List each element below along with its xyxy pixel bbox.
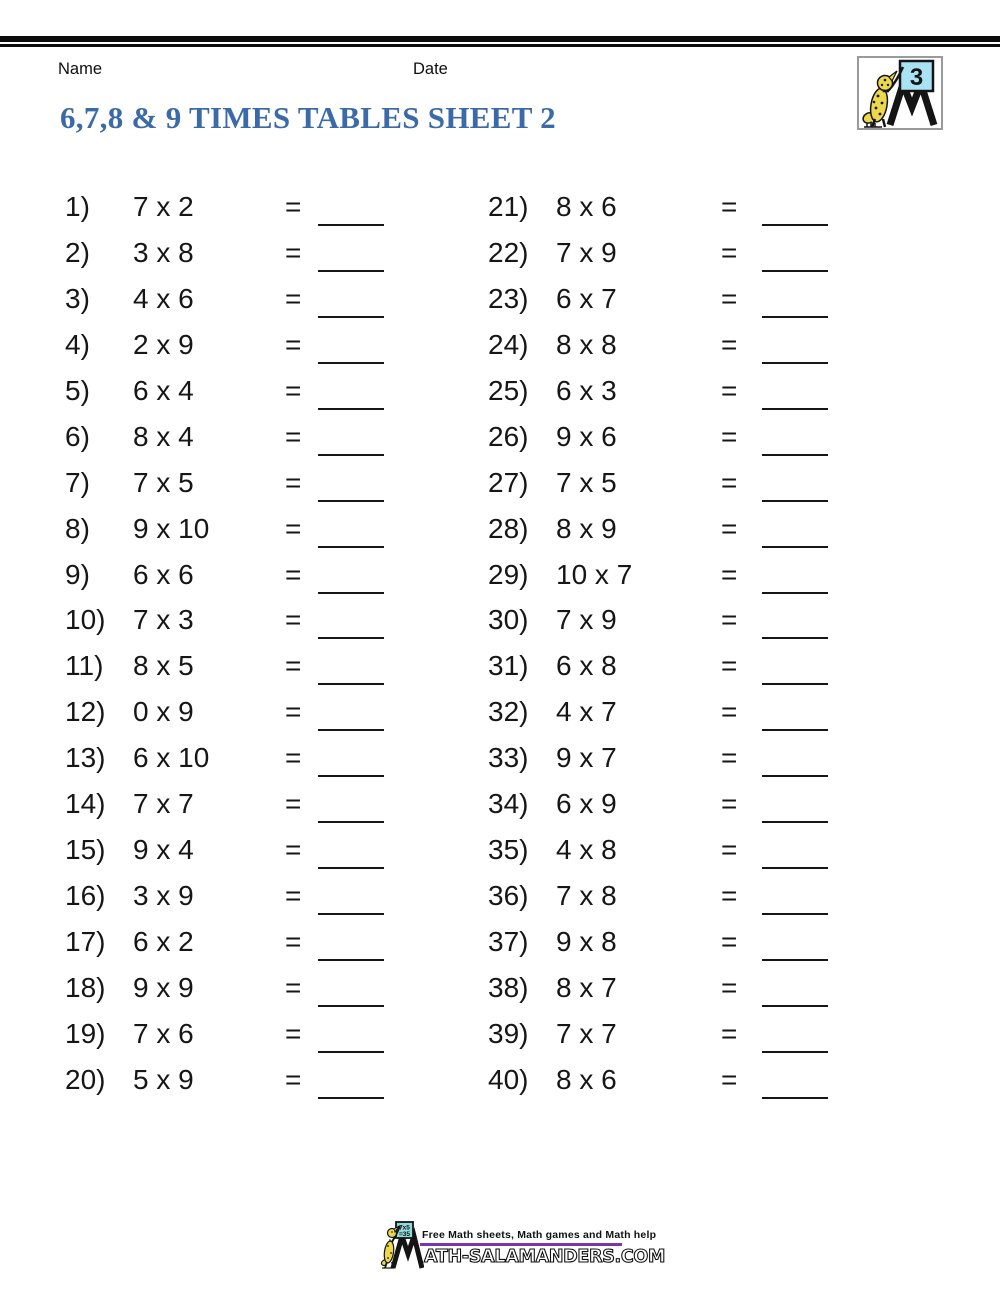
equals-sign: =: [721, 880, 738, 912]
equals-sign: =: [721, 604, 738, 636]
answer-blank: [762, 1011, 828, 1053]
problem-expression: 8 x 5: [133, 650, 194, 682]
problem-number: 7): [65, 466, 90, 498]
problem-number: 11): [65, 650, 104, 682]
problem-expression: 9 x 6: [556, 420, 617, 452]
equals-sign: =: [285, 236, 302, 268]
equals-sign: =: [285, 1063, 302, 1095]
answer-blank: [318, 552, 384, 594]
problem-expression: 7 x 5: [556, 466, 617, 498]
problem-expression: 7 x 9: [556, 604, 617, 636]
problem-row: [65, 276, 460, 322]
answer-blank: [762, 506, 828, 548]
problem-row: [65, 689, 460, 735]
problem-number: 27): [488, 466, 529, 498]
problem-number: 10): [65, 604, 106, 636]
problem-number: 37): [488, 926, 529, 957]
problems-column-right: [488, 184, 908, 1103]
equals-sign: =: [285, 650, 302, 682]
problem-row: [65, 506, 460, 552]
problem-expression: 6 x 10: [133, 742, 210, 774]
answer-blank: [318, 781, 384, 823]
problem-number: 25): [488, 374, 529, 406]
problem-row: [488, 827, 908, 873]
problem-number: 17): [65, 926, 106, 957]
answer-blank: [762, 322, 828, 364]
problem-expression: 7 x 2: [133, 191, 194, 222]
answer-blank: [762, 460, 828, 502]
problem-expression: 6 x 7: [556, 282, 617, 314]
equals-sign: =: [285, 466, 302, 498]
equals-sign: =: [721, 742, 738, 774]
problem-number: 19): [65, 1017, 106, 1049]
problems-column-left: [65, 184, 460, 1103]
problem-number: 4): [65, 328, 90, 360]
problem-number: 5): [65, 374, 90, 406]
equals-sign: =: [285, 696, 302, 728]
equals-sign: =: [721, 1063, 738, 1095]
problem-number: 3): [65, 282, 90, 314]
problem-row: [65, 368, 460, 414]
equals-sign: =: [721, 696, 738, 728]
answer-blank: [762, 597, 828, 639]
problem-expression: 7 x 5: [133, 466, 194, 498]
problem-expression: 0 x 9: [133, 696, 194, 728]
problem-row: [65, 597, 460, 643]
equals-sign: =: [721, 236, 738, 268]
problems-area: [65, 184, 935, 1104]
problem-row: [65, 1011, 460, 1057]
problem-row: [65, 230, 460, 276]
equals-sign: =: [721, 788, 738, 820]
salamander-easel-icon: [859, 58, 941, 128]
problem-row: [488, 414, 908, 460]
top-divider-rule: [0, 36, 1000, 47]
equals-sign: =: [721, 374, 738, 406]
answer-blank: [762, 552, 828, 594]
equals-sign: =: [285, 191, 302, 222]
answer-blank: [318, 230, 384, 272]
equals-sign: =: [285, 926, 302, 957]
problem-number: 35): [488, 834, 529, 866]
answer-blank: [762, 368, 828, 410]
equals-sign: =: [285, 512, 302, 544]
problem-row: [65, 965, 460, 1011]
equals-sign: =: [285, 742, 302, 774]
problem-expression: 6 x 2: [133, 926, 194, 957]
equals-sign: =: [285, 374, 302, 406]
problem-expression: 4 x 8: [556, 834, 617, 866]
problem-number: 15): [65, 834, 106, 866]
answer-blank: [318, 597, 384, 639]
problem-expression: 4 x 6: [133, 282, 194, 314]
problem-row: [488, 597, 908, 643]
problem-row: [488, 460, 908, 506]
problem-row: [65, 460, 460, 506]
footer-board-line2: =35: [398, 1231, 411, 1238]
problem-row: [488, 276, 908, 322]
answer-blank: [762, 965, 828, 1007]
answer-blank: [762, 689, 828, 731]
equals-sign: =: [285, 282, 302, 314]
problem-expression: 6 x 3: [556, 374, 617, 406]
answer-blank: [318, 184, 384, 226]
answer-blank: [318, 368, 384, 410]
problem-expression: 7 x 9: [556, 236, 617, 268]
problem-expression: 6 x 8: [556, 650, 617, 682]
problem-expression: 3 x 8: [133, 236, 194, 268]
problem-row: [488, 552, 908, 598]
problem-row: [488, 643, 908, 689]
problem-expression: 3 x 9: [133, 880, 194, 912]
equals-sign: =: [721, 971, 738, 1003]
problem-number: 14): [65, 788, 106, 820]
problem-row: [65, 827, 460, 873]
answer-blank: [318, 689, 384, 731]
equals-sign: =: [285, 420, 302, 452]
answer-blank: [318, 873, 384, 915]
problem-number: 18): [65, 971, 106, 1003]
math-salamanders-logo: [857, 56, 943, 130]
answer-blank: [762, 230, 828, 272]
answer-blank: [318, 460, 384, 502]
problem-expression: 6 x 9: [556, 788, 617, 820]
problem-row: [488, 1011, 908, 1057]
answer-blank: [762, 276, 828, 318]
problem-number: 38): [488, 971, 529, 1003]
problem-expression: 9 x 4: [133, 834, 194, 866]
equals-sign: =: [285, 1017, 302, 1049]
problem-expression: 7 x 7: [556, 1017, 617, 1049]
answer-blank: [762, 643, 828, 685]
problem-row: [488, 322, 908, 368]
problem-row: [65, 919, 460, 965]
problem-expression: 8 x 6: [556, 1063, 617, 1095]
problem-row: [488, 368, 908, 414]
equals-sign: =: [285, 834, 302, 866]
answer-blank: [318, 643, 384, 685]
problem-number: 30): [488, 604, 529, 636]
problem-expression: 9 x 9: [133, 971, 194, 1003]
equals-sign: =: [285, 880, 302, 912]
problem-number: 24): [488, 328, 529, 360]
equals-sign: =: [285, 971, 302, 1003]
problem-expression: 4 x 7: [556, 696, 617, 728]
problem-row: [488, 873, 908, 919]
answer-blank: [762, 414, 828, 456]
problem-row: [488, 1057, 908, 1103]
answer-blank: [318, 827, 384, 869]
answer-blank: [762, 873, 828, 915]
answer-blank: [762, 919, 828, 961]
answer-blank: [762, 1057, 828, 1099]
equals-sign: =: [285, 788, 302, 820]
problem-number: 6): [65, 420, 90, 452]
problem-expression: 8 x 4: [133, 420, 194, 452]
answer-blank: [762, 827, 828, 869]
equals-sign: =: [721, 328, 738, 360]
problem-number: 36): [488, 880, 529, 912]
problem-row: [488, 919, 908, 965]
equals-sign: =: [721, 512, 738, 544]
problem-row: [65, 643, 460, 689]
footer-salamander-easel-icon: [380, 1220, 424, 1270]
problem-expression: 8 x 8: [556, 328, 617, 360]
problem-row: [65, 184, 460, 230]
problem-row: [488, 735, 908, 781]
answer-blank: [318, 322, 384, 364]
equals-sign: =: [721, 282, 738, 314]
problem-number: 34): [488, 788, 529, 820]
equals-sign: =: [721, 558, 738, 590]
problem-expression: 8 x 9: [556, 512, 617, 544]
page-title: 6,7,8 & 9 TIMES TABLES SHEET 2: [60, 100, 556, 135]
problem-row: [488, 230, 908, 276]
problem-number: 31): [488, 650, 529, 682]
problem-row: [488, 184, 908, 230]
equals-sign: =: [721, 466, 738, 498]
problem-expression: 9 x 7: [556, 742, 617, 774]
problem-number: 26): [488, 420, 529, 452]
name-label: Name: [58, 60, 103, 78]
problem-expression: 10 x 7: [556, 558, 633, 590]
problem-expression: 7 x 8: [556, 880, 617, 912]
problem-number: 2): [65, 236, 90, 268]
problem-number: 32): [488, 696, 529, 728]
answer-blank: [318, 1057, 384, 1099]
equals-sign: =: [285, 328, 302, 360]
problem-number: 40): [488, 1063, 529, 1095]
problem-number: 23): [488, 282, 529, 314]
answer-blank: [318, 414, 384, 456]
problem-number: 28): [488, 512, 529, 544]
problem-expression: 8 x 6: [556, 191, 617, 222]
equals-sign: =: [721, 926, 738, 957]
answer-blank: [318, 735, 384, 777]
problem-number: 12): [65, 696, 106, 728]
problem-expression: 8 x 7: [556, 971, 617, 1003]
footer-tagline: Free Math sheets, Math games and Math help: [422, 1229, 657, 1241]
equals-sign: =: [721, 650, 738, 682]
answer-blank: [762, 184, 828, 226]
problem-number: 29): [488, 558, 529, 590]
answer-blank: [318, 506, 384, 548]
footer-purple-rule: [420, 1243, 622, 1246]
problem-number: 1): [65, 191, 90, 222]
answer-blank: [318, 1011, 384, 1053]
answer-blank: [318, 919, 384, 961]
problem-number: 33): [488, 742, 529, 774]
equals-sign: =: [721, 834, 738, 866]
problem-expression: 6 x 6: [133, 558, 194, 590]
problem-row: [488, 965, 908, 1011]
problem-row: [65, 781, 460, 827]
logo-board-number: 3: [909, 64, 924, 91]
equals-sign: =: [285, 604, 302, 636]
site-name-text: ATH-SALAMANDERS.COM: [424, 1247, 666, 1267]
problem-expression: 2 x 9: [133, 328, 194, 360]
problem-number: 22): [488, 236, 529, 268]
problem-number: 21): [488, 191, 529, 222]
problem-number: 9): [65, 558, 90, 590]
equals-sign: =: [721, 420, 738, 452]
problem-row: [65, 322, 460, 368]
problem-row: [488, 781, 908, 827]
answer-blank: [762, 735, 828, 777]
problem-row: [65, 414, 460, 460]
problem-expression: 7 x 7: [133, 788, 194, 820]
answer-blank: [762, 781, 828, 823]
answer-blank: [318, 965, 384, 1007]
problem-expression: 9 x 10: [133, 512, 210, 544]
equals-sign: =: [721, 1017, 738, 1049]
problem-expression: 9 x 8: [556, 926, 617, 957]
equals-sign: =: [721, 191, 738, 222]
problem-expression: 6 x 4: [133, 374, 194, 406]
problem-number: 8): [65, 512, 90, 544]
problem-number: 20): [65, 1063, 106, 1095]
problem-expression: 5 x 9: [133, 1063, 194, 1095]
problem-expression: 7 x 6: [133, 1017, 194, 1049]
problem-row: [65, 873, 460, 919]
problem-row: [65, 1057, 460, 1103]
problem-number: 16): [65, 880, 106, 912]
problem-row: [488, 689, 908, 735]
problem-number: 39): [488, 1017, 529, 1049]
problem-row: [65, 735, 460, 781]
problem-row: [488, 506, 908, 552]
footer: [372, 1214, 666, 1280]
footer-board-line1: 7x5: [399, 1224, 410, 1232]
answer-blank: [318, 276, 384, 318]
problem-expression: 7 x 3: [133, 604, 194, 636]
equals-sign: =: [285, 558, 302, 590]
problem-row: [65, 552, 460, 598]
problem-number: 13): [65, 742, 106, 774]
date-label: Date: [413, 60, 448, 78]
